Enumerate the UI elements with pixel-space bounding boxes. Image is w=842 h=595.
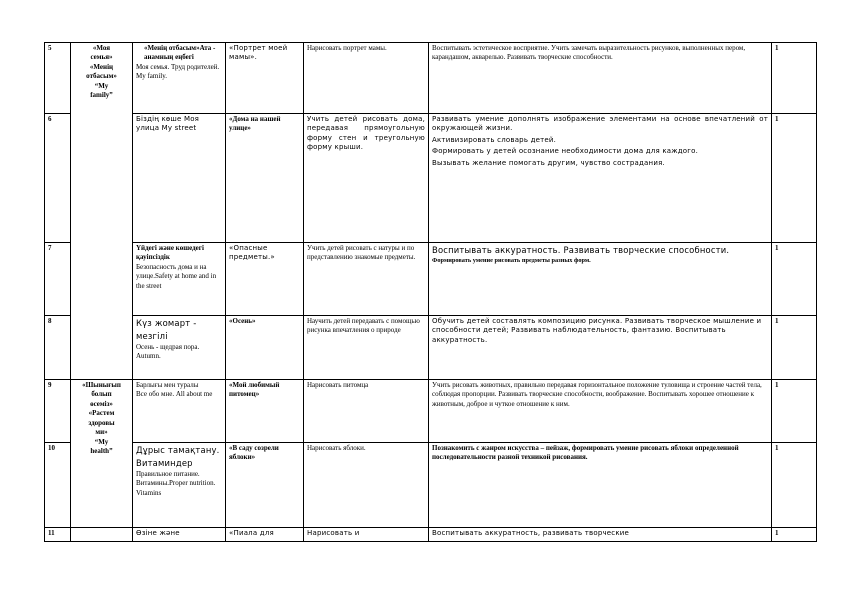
topic-cell: «Менің отбасым»Ата - анамның еңбегі Моя семья. Труд родителей. My family. — [133, 43, 226, 114]
lesson-title: «Портрет моей мамы». — [226, 43, 304, 114]
table-row — [45, 243, 817, 316]
lesson-task: Научить детей передавать с помощью рисунка впечатления о природе — [304, 316, 429, 380]
hours-cell: 1 — [772, 43, 817, 114]
lesson-goals: Учить рисовать животных, правильно передавая горизонтальное положение туловища и строение частей тела, соблюдая пропорции. Развивать творческие способности, воображение. Воспитывать хорошее отношение к животным, доброе и чуткое отношение к ним. — [429, 380, 772, 443]
topic-cell: Күз жомарт - мезгілі Осень - щедрая пора. Autumn. — [133, 316, 226, 380]
lesson-goals: Познакомить с жанром искусства – пейзаж, формировать умение рисовать яблоки определенной последовательности разной техникой рисования. — [429, 443, 772, 528]
lesson-title: «Осень» — [226, 316, 304, 380]
lesson-title: «В саду созрели яблоки» — [226, 443, 304, 528]
lesson-goals: Воспитывать аккуратность. Развивать творческие способности. Формировать умение рисовать предметы разных форм. — [429, 243, 772, 316]
lesson-task: Нарисовать яблоки. — [304, 443, 429, 528]
lesson-goals: Обучить детей составлять композицию рисунка. Развивать творческое мышление и способности детей; Развивать наблюдательность, фантазию. Воспитывать аккуратность. — [429, 316, 772, 380]
topic-cell: Барлығы мен туралы Все обо мне. All about me — [133, 380, 226, 443]
table-row — [45, 528, 817, 542]
theme-cell-health: «Шынығып болып өсеміз» «Растем здоровы ми» “My health” — [71, 380, 133, 528]
lesson-plan-table — [44, 42, 817, 542]
table-row — [45, 114, 817, 243]
theme-cell-empty — [71, 528, 133, 542]
table-row — [45, 43, 817, 114]
lesson-title: «Мой любимый питомец» — [226, 380, 304, 443]
row-number: 11 — [45, 528, 71, 542]
row-number: 5 — [45, 43, 71, 114]
lesson-task: Учить детей рисовать с натуры и по представлению знакомые предметы. — [304, 243, 429, 316]
table-row — [45, 316, 817, 380]
lesson-task: Нарисовать и — [304, 528, 429, 542]
hours-cell: 1 — [772, 114, 817, 243]
topic-cell: Өзіне және — [133, 528, 226, 542]
theme-cell-family: «Моя семья» «Менің отбасым» “My family” — [71, 43, 133, 380]
topic-cell: Үйдегі және көшедегі қауіпсіздік Безопасность дома и на улице.Safety at home and in the street — [133, 243, 226, 316]
row-number: 8 — [45, 316, 71, 380]
row-number: 6 — [45, 114, 71, 243]
topic-cell: Біздің көше Моя улица My street — [133, 114, 226, 243]
row-number: 7 — [45, 243, 71, 316]
hours-cell: 1 — [772, 443, 817, 528]
table-row — [45, 380, 817, 443]
lesson-title: «Дома на нашей улице» — [226, 114, 304, 243]
hours-cell: 1 — [772, 528, 817, 542]
lesson-goals: Развивать умение дополнять изображение элементами на основе впечатлений от окружающей жизни. Активизировать словарь детей. Формировать у детей осознание необходимости дома для каждого. Вызывать желание помогать другим, чувство сострадания. — [429, 114, 772, 243]
lesson-task: Нарисовать портрет мамы. — [304, 43, 429, 114]
hours-cell: 1 — [772, 316, 817, 380]
topic-cell: Дұрыс тамақтану. Витаминдер Правильное питание. Витамины.Proper nutrition. Vitamins — [133, 443, 226, 528]
hours-cell: 1 — [772, 380, 817, 443]
lesson-goals: Воспитывать аккуратность, развивать творческие — [429, 528, 772, 542]
lesson-title: «Опасные предметы.» — [226, 243, 304, 316]
table-row — [45, 443, 817, 528]
row-number: 9 — [45, 380, 71, 443]
lesson-task: Нарисовать питомца — [304, 380, 429, 443]
row-number: 10 — [45, 443, 71, 528]
hours-cell: 1 — [772, 243, 817, 316]
lesson-goals: Воспитывать эстетическое восприятие. Учить замечать выразительность рисунков, выполненных пером, карандашом, акварелью. Развивать творческие способности. — [429, 43, 772, 114]
lesson-title: «Пиала для — [226, 528, 304, 542]
lesson-task: Учить детей рисовать дома, передавая прямоугольную форму стен и треугольную форму крыши. — [304, 114, 429, 243]
